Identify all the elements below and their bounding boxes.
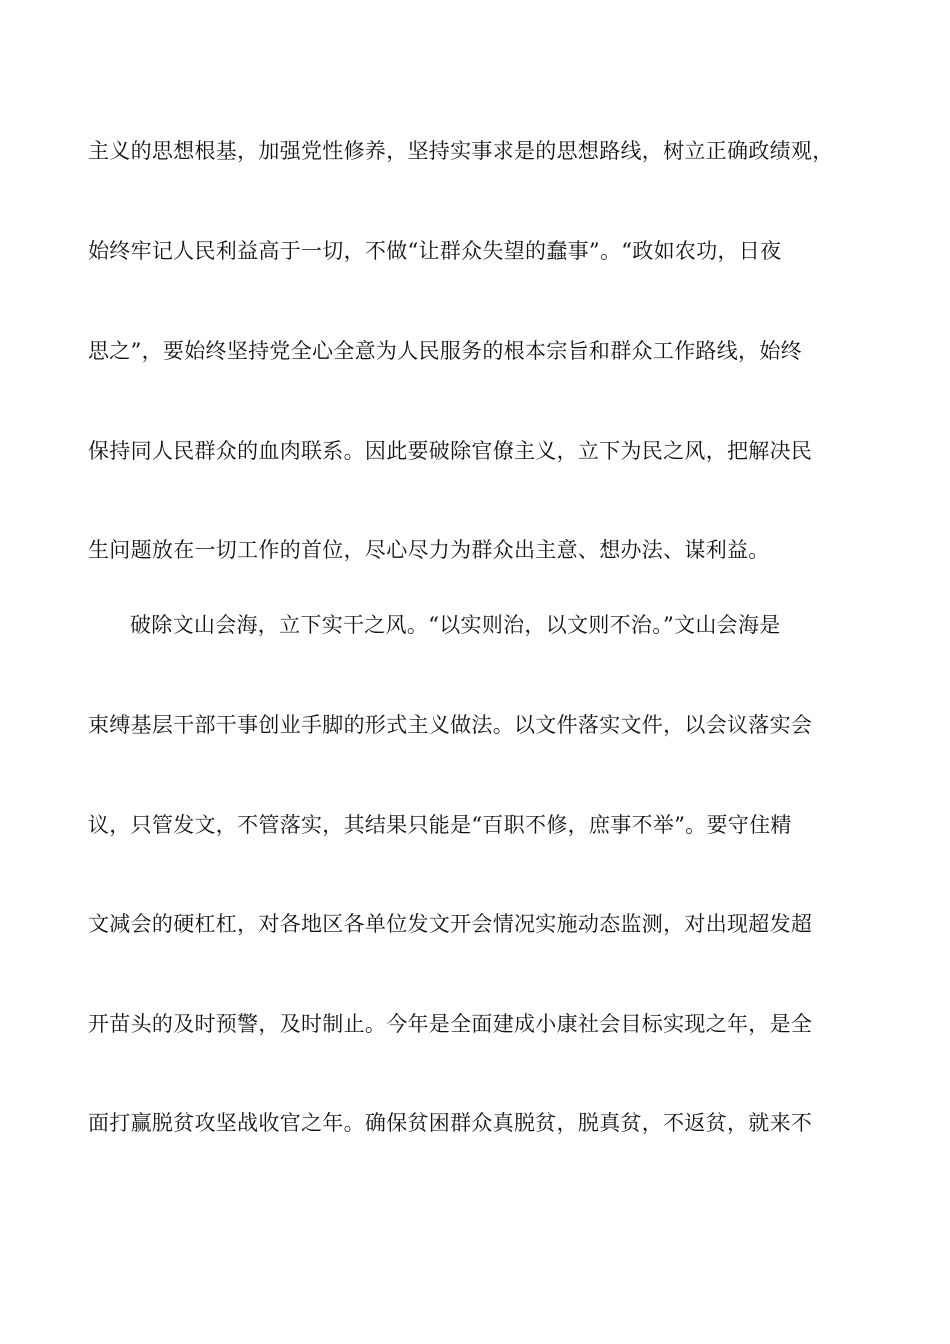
paragraph-line-2: 始终牢记人民利益高于一切，不做“让群众失望的蠢事”。“政如农功，日夜 xyxy=(88,239,782,263)
paragraph-line-11: 面打赢脱贫攻坚战收官之年。确保贫困群众真脱贫，脱真贫，不返贫，就来不 xyxy=(88,1111,813,1135)
paragraph-line-1: 主义的思想根基，加强党性修养，坚持实事求是的思想路线，树立正确政绩观， xyxy=(88,139,834,163)
paragraph-line-10: 开苗头的及时预警，及时制止。今年是全面建成小康社会目标实现之年，是全 xyxy=(88,1012,813,1036)
paragraph-line-3: 思之”，要始终坚持党全心全意为人民服务的根本宗旨和群众工作路线，始终 xyxy=(88,339,802,363)
paragraph-line-7: 束缚基层干部干事创业手脚的形式主义做法。以文件落实文件，以会议落实会 xyxy=(88,713,813,737)
paragraph-line-4: 保持同人民群众的血肉联系。因此要破除官僚主义，立下为民之风，把解决民 xyxy=(88,439,813,463)
paragraph-line-8: 议，只管发文，不管落实，其结果只能是“百职不修，庶事不举”。要守住精 xyxy=(88,813,792,837)
paragraph-line-6: 破除文山会海，立下实干之风。“以实则治，以文则不治。”文山会海是 xyxy=(130,613,781,637)
paragraph-line-9: 文减会的硬杠杠，对各地区各单位发文开会情况实施动态监测，对出现超发超 xyxy=(88,912,813,936)
paragraph-line-5: 生问题放在一切工作的首位，尽心尽力为群众出主意、想办法、谋利益。 xyxy=(88,538,770,562)
